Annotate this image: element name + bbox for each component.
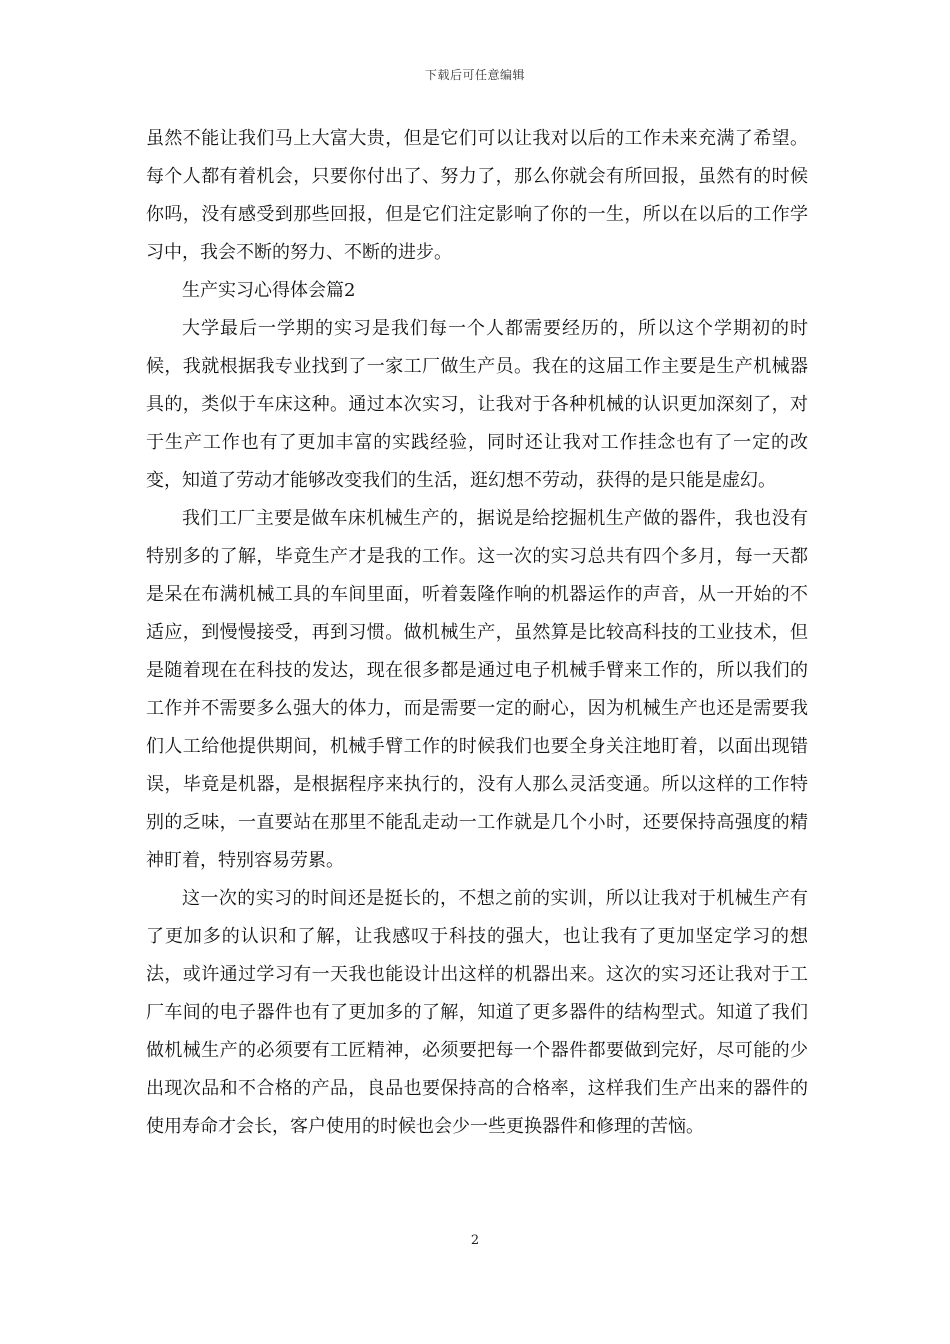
paragraph: 我们工厂主要是做车床机械生产的，据说是给挖掘机生产做的器件，我也没有特别多的了解，毕竟生产才是我的工作。这一次的实习总共有四个多月，每一天都是呆在布满机械工具的车间里面，听着轰隆作响的机器运作的声音，从一开始的不适应，到慢慢接受，再到习惯。做机械生产，虽然算是比较高科技的工业技术，但是随着现在在科技的发达，现在很多都是通过电子机械手臂来工作的，所以我们的工作并不需要多么强大的体力，而是需要一定的耐心，因为机械生产也还是需要我们人工给他提供期间，机械手臂工作的时候我们也要全身关注地盯着，以面出现错误，毕竟是机器，是根据程序来执行的，没有人那么灵活变通。所以这样的工作特别的乏味，一直要站在那里不能乱走动一工作就是几个小时，还要保持高强度的精神盯着，特别容易劳累。 [146, 508, 808, 871]
section-title: 生产实习心得体会篇2 [182, 280, 356, 301]
document-body [146, 120, 808, 1146]
paragraph: 这一次的实习的时间还是挺长的，不想之前的实训，所以让我对于机械生产有了更加多的认识和了解，让我感叹于科技的强大，也让我有了更加坚定学习的想法，或许通过学习有一天我也能设计出这样的机器出来。这次的实习还让我对于工厂车间的电子器件也有了更加多的了解，知道了更多器件的结构型式。知道了我们做机械生产的必须要有工匠精神，必须要把每一个器件都要做到完好，尽可能的少出现次品和不合格的产品，良品也要保持高的合格率，这样我们生产出来的器件的使用寿命才会长，客户使用的时候也会少一些更换器件和修理的苦恼。 [146, 888, 808, 1137]
page-header: 下载后可任意编辑 [424, 68, 525, 82]
page-number: 2 [470, 1233, 480, 1248]
paragraph: 大学最后一学期的实习是我们每一个人都需要经历的，所以这个学期初的时候，我就根据我专业找到了一家工厂做生产员。我在的这届工作主要是生产机械器具的，类似于车床这种。通过本次实习，让我对于各种机械的认识更加深刻了，对于生产工作也有了更加丰富的实践经验，同时还让我对工作挂念也有了一定的改变，知道了劳动才能够改变我们的生活，逛幻想不劳动，获得的是只能是虚幻。 [146, 318, 808, 491]
paragraph-continued: 虽然不能让我们马上大富大贵，但是它们可以让我对以后的工作未来充满了希望。每个人都有着机会，只要你付出了、努力了，那么你就会有所回报，虽然有的时候你吗，没有感受到那些回报，但是它们注定影响了你的一生，所以在以后的工作学习中，我会不断的努力、不断的进步。 [146, 128, 808, 263]
